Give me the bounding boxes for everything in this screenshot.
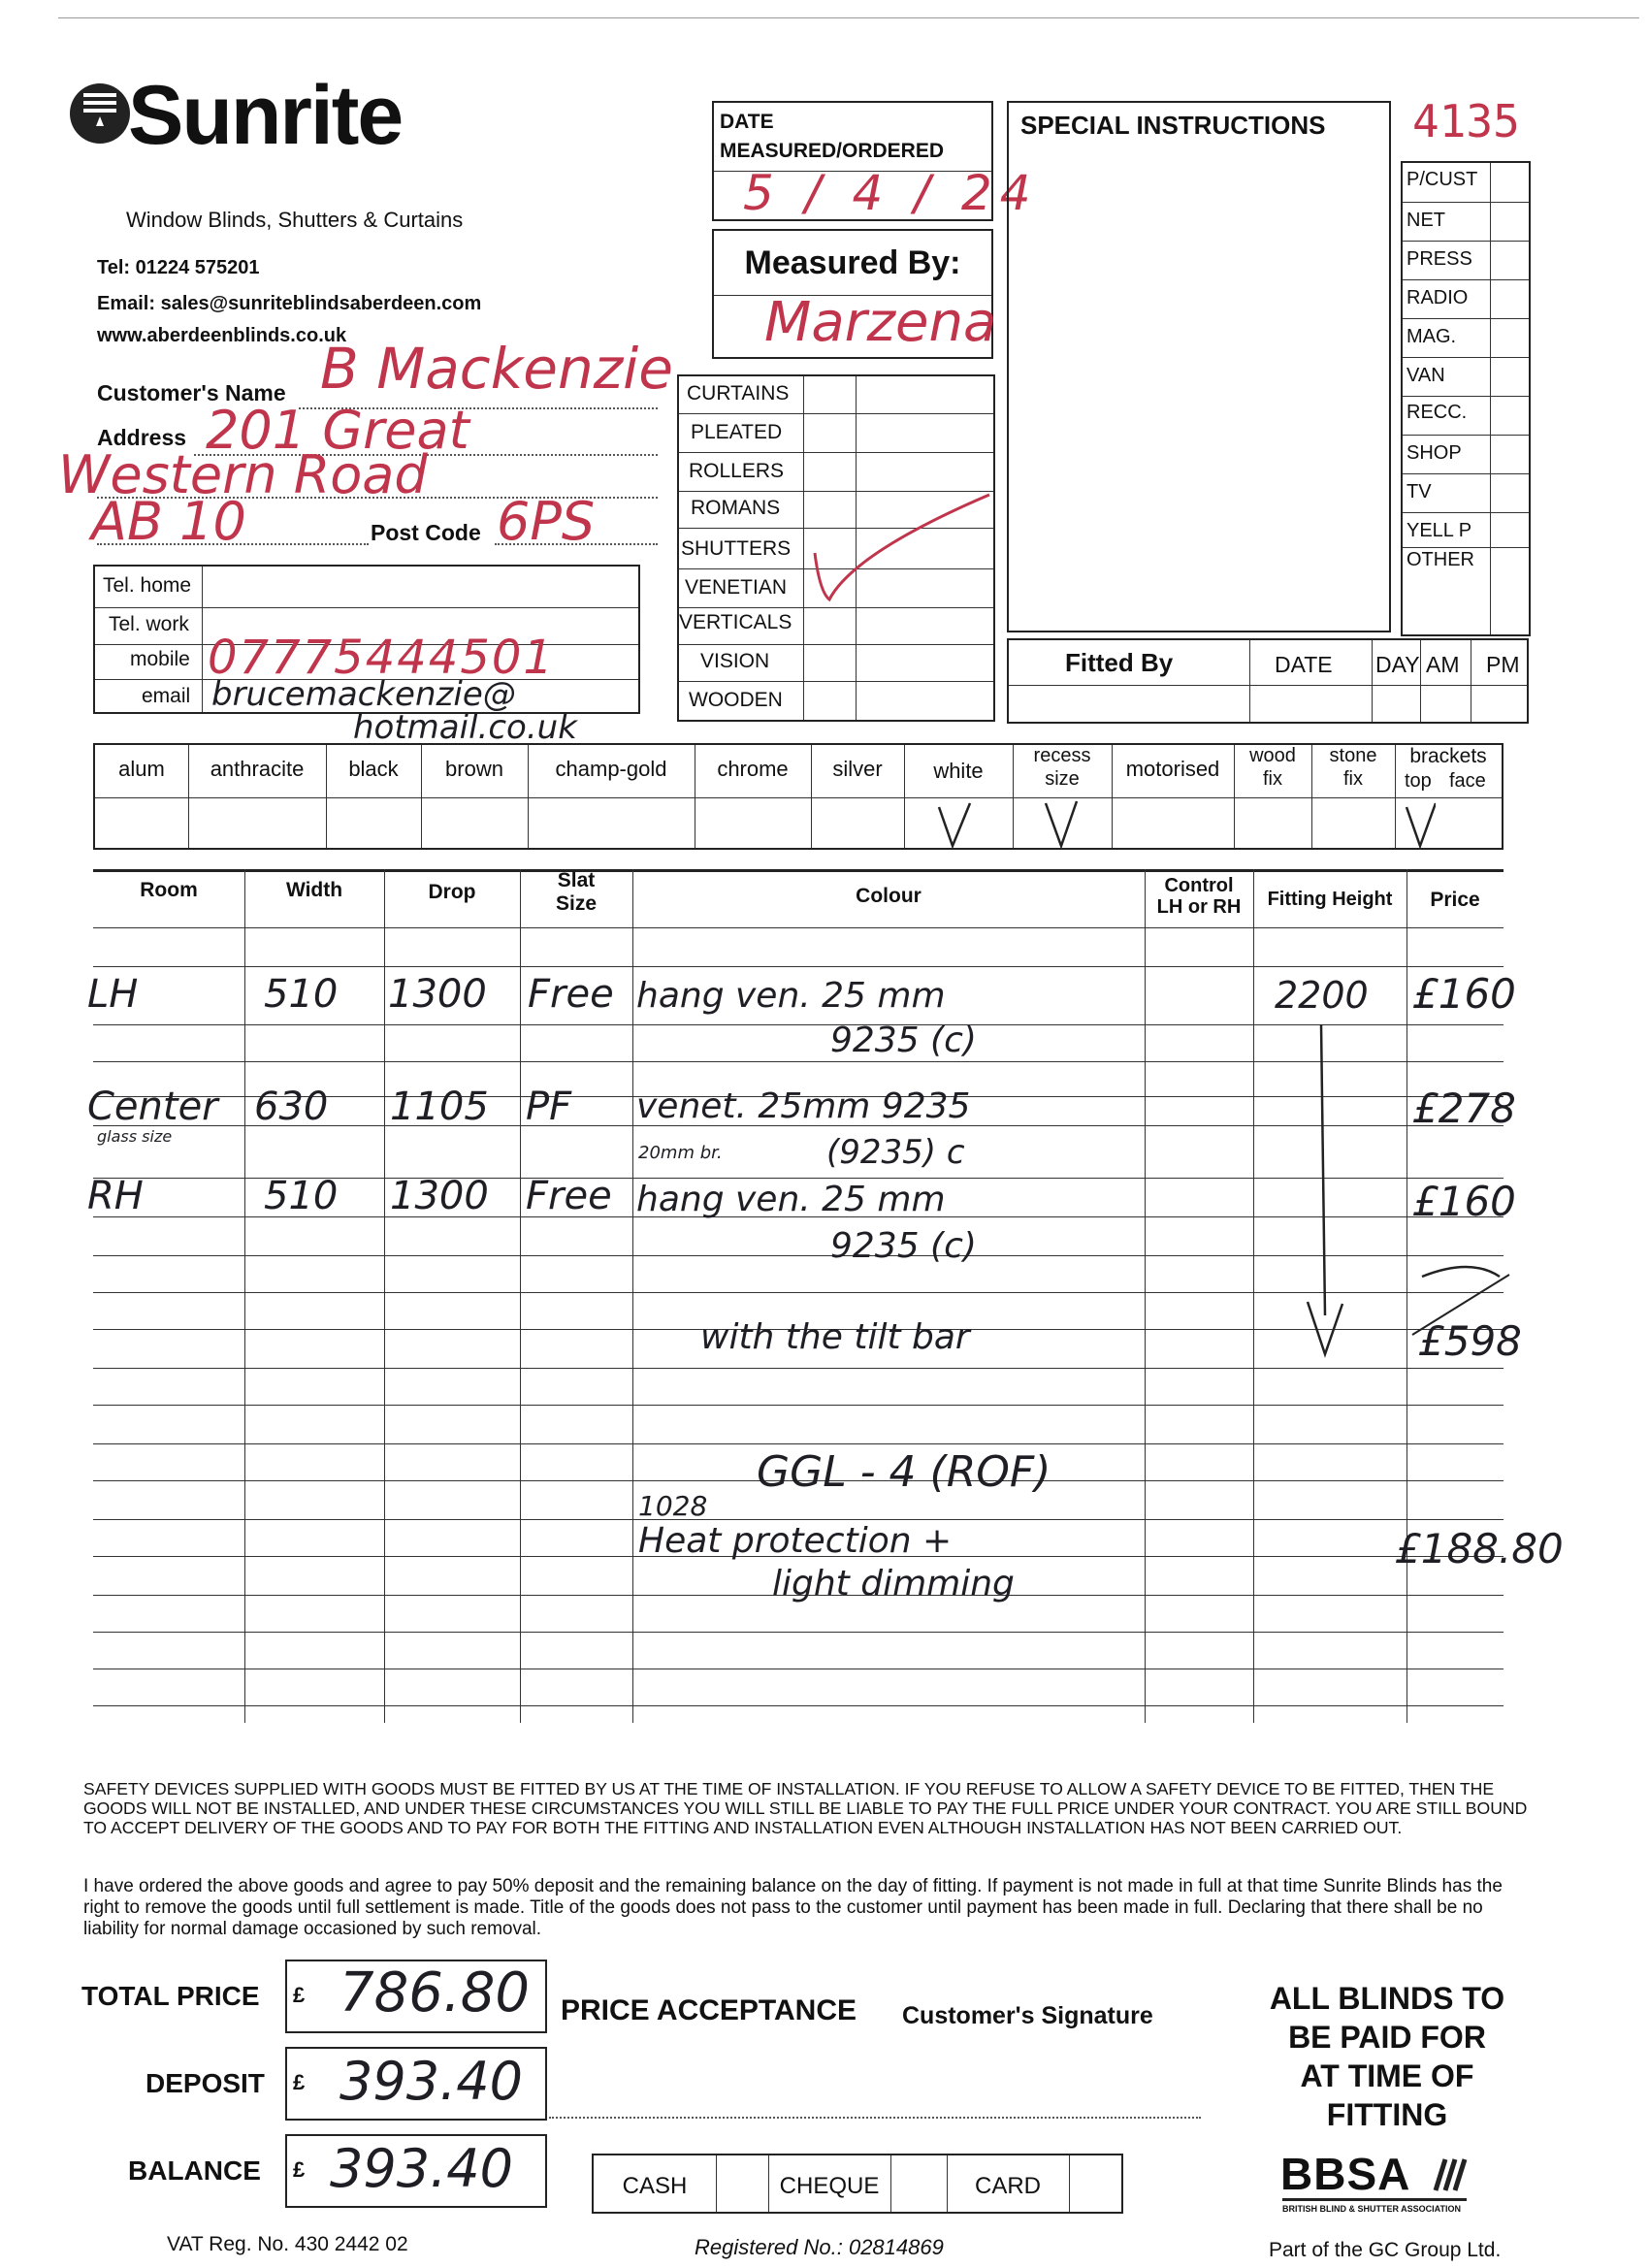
option-motorised: motorised (1125, 757, 1220, 781)
notice-line: ALL BLINDS TO (1269, 1981, 1505, 2016)
source-item: RECC. (1406, 402, 1468, 423)
company-website: www.aberdeenblinds.co.uk (97, 325, 347, 346)
option-anthracite: anthracite (210, 757, 305, 781)
option-wood: wood (1249, 745, 1296, 766)
postcode-label: Post Code (371, 520, 481, 545)
special-instructions-label: SPECIAL INSTRUCTIONS (1020, 111, 1326, 140)
fitted-day-label: DAY (1375, 652, 1420, 677)
product-item: VISION (700, 650, 770, 672)
date-box (712, 101, 1039, 221)
col-price: Price (1430, 889, 1480, 911)
row2-colour-note: 20mm br. (638, 1143, 723, 1163)
option-recess-size: size (1045, 768, 1080, 790)
company-name: Sunrite (128, 69, 403, 162)
payment-notice (1242, 1979, 1533, 2134)
tilt-bar-note: with the tilt bar (700, 1317, 970, 1357)
company-tel: Tel: 01224 575201 (97, 257, 260, 278)
address-line-3: AB 10 (91, 491, 246, 552)
company-email: Email: sales@sunriteblindsaberdeen.com (97, 293, 482, 314)
address-line-2: Western Road (58, 444, 428, 505)
email-value-2: hotmail.co.uk (353, 708, 577, 747)
special-instructions-box (1007, 101, 1391, 632)
col-control-lhrh: LH or RH (1156, 896, 1242, 918)
deposit-currency: £ (293, 2070, 306, 2094)
deposit-box (285, 2047, 547, 2121)
measured-by-value: Marzena (764, 291, 997, 354)
option-brackets: brackets (1409, 745, 1487, 767)
source-item: P/CUST (1406, 169, 1478, 190)
balance-currency: £ (293, 2157, 306, 2182)
source-item: NET (1406, 210, 1445, 231)
customer-name-value: B Mackenzie (320, 336, 673, 402)
customer-name-label: Customer's Name (97, 380, 286, 405)
email-label: email (142, 685, 191, 707)
col-drop: Drop (428, 881, 476, 903)
row2-room-note: glass size (97, 1127, 173, 1146)
option-brackets-face: face (1449, 770, 1486, 792)
deposit-value: 393.40 (340, 2051, 523, 2112)
option-white: white (933, 759, 984, 783)
balance-label: BALANCE (128, 2155, 261, 2186)
row2-colour-code: (9235) c (826, 1133, 965, 1172)
safety-terms: SAFETY DEVICES SUPPLIED WITH GOODS MUST BE FITTED BY US AT THE TIME OF INSTALLATION. IF YOU REFUSE TO ALLOW A SAFETY DEVICE TO BE FITTED, THEN THE GOODS WILL NOT BE INSTALLED, AND UNDER THESE CIRCUMSTANCES YOU WILL STILL BE LIABLE TO PAY THE FULL PRICE UNDER YOUR CONTRACT. YOU ARE STILL BOUND TO ACCEPT DELIVERY OF THE GOODS AND TO PAY FOR BOTH THE FITTING AND INSTALLATION EVEN ALTHOUGH INSTALLATION HAS NOT BEEN CARRIED OUT. (83, 1779, 1528, 1837)
col-fitting-height: Fitting Height (1267, 889, 1393, 910)
extra-product-desc-1: Heat protection + (638, 1521, 953, 1561)
notice-line: BE PAID FOR (1288, 2020, 1486, 2055)
registered-number: Registered No.: 02814869 (695, 2235, 944, 2259)
measured-by-label: Measured By: (744, 244, 961, 281)
row1-width: 510 (264, 972, 339, 1017)
order-number: 4135 (1412, 95, 1520, 147)
fitted-by-box (1007, 638, 1529, 724)
total-price-box (285, 1960, 547, 2033)
option-brown: brown (445, 757, 503, 781)
row3-room: RH (87, 1174, 144, 1218)
date-label-2: MEASURED/ORDERED (720, 140, 945, 162)
extra-product-desc-2: light dimming (772, 1564, 1015, 1604)
source-item: OTHER (1406, 549, 1474, 570)
balance-box (285, 2134, 547, 2208)
sunrite-logo-icon (68, 81, 132, 146)
option-black: black (348, 757, 399, 781)
row2-colour: venet. 25mm 9235 (636, 1086, 971, 1126)
col-slat-size: Size (555, 892, 598, 915)
notice-line: AT TIME OF (1300, 2058, 1474, 2093)
fitted-by-label: Fitted By (1065, 648, 1174, 677)
date-label: DATE (720, 111, 774, 133)
option-brackets-top: top (1405, 770, 1432, 792)
source-item: YELL P (1406, 520, 1472, 541)
product-item: VERTICALS (679, 611, 792, 633)
col-colour: Colour (856, 885, 922, 907)
address-label: Address (97, 425, 187, 450)
source-item: VAN (1406, 365, 1445, 386)
source-item: TV (1406, 481, 1432, 502)
fitted-date-label: DATE (1275, 652, 1333, 677)
product-item: VENETIAN (685, 576, 788, 599)
measured-by-box (712, 229, 997, 359)
tel-home-label: Tel. home (103, 574, 192, 597)
product-item: CURTAINS (687, 382, 790, 405)
col-slat: Slat (557, 869, 596, 891)
gc-group: Part of the GC Group Ltd. (1269, 2239, 1502, 2261)
payment-cheque: CHEQUE (779, 2173, 880, 2199)
col-room: Room (140, 879, 198, 901)
subtotal-price: £598 (1418, 1317, 1522, 1365)
row1-slat: Free (528, 972, 614, 1017)
row3-colour-code: 9235 (c) (830, 1226, 977, 1266)
row1-room: LH (87, 972, 139, 1017)
fitted-am-label: AM (1426, 652, 1460, 677)
customer-signature-label: Customer's Signature (902, 2002, 1153, 2029)
total-currency: £ (293, 1983, 306, 2007)
payment-method-box (592, 2154, 1123, 2214)
bbsa-subtitle: BRITISH BLIND & SHUTTER ASSOCIATION (1282, 2204, 1461, 2214)
row2-drop: 1105 (390, 1085, 489, 1129)
option-alum: alum (118, 757, 165, 781)
row1-price: £160 (1412, 970, 1516, 1018)
venetian-check-mark (795, 485, 999, 611)
col-control: Control (1164, 875, 1234, 896)
source-item: SHOP (1406, 442, 1462, 464)
phone-box (93, 565, 640, 714)
row3-width: 510 (264, 1174, 339, 1218)
row1-drop: 1300 (388, 972, 487, 1017)
option-stone-fix: fix (1343, 768, 1363, 790)
product-item: PLEATED (691, 421, 783, 443)
row2-slat: PF (526, 1085, 572, 1129)
row1-colour-code: 9235 (c) (830, 1021, 977, 1060)
product-item: ROLLERS (689, 460, 785, 482)
deposit-label: DEPOSIT (146, 2068, 265, 2098)
total-price-label: TOTAL PRICE (81, 1981, 260, 2011)
source-item: RADIO (1406, 287, 1469, 308)
items-table (87, 869, 1564, 1723)
postcode-value: 6PS (497, 491, 596, 552)
row3-colour: hang ven. 25 mm (636, 1180, 946, 1219)
row2-room: Center (87, 1085, 218, 1129)
col-width: Width (285, 879, 343, 901)
option-stone: stone (1329, 745, 1377, 766)
payment-cash: CASH (622, 2173, 688, 2199)
option-champ-gold: champ-gold (555, 757, 667, 781)
address-line-1: 201 Great (206, 400, 469, 461)
row3-slat: Free (526, 1174, 612, 1218)
tel-work-label: Tel. work (109, 613, 189, 635)
payment-card: CARD (974, 2173, 1041, 2199)
scan-edge (58, 17, 1639, 18)
option-tick-marks (931, 795, 1436, 854)
source-list (1401, 161, 1531, 636)
row2-price: £278 (1412, 1085, 1516, 1132)
payment-terms: I have ordered the above goods and agree to pay 50% deposit and the remaining balance on the day of fitting. If payment is not made in full at that time Sunrite Blinds has the right to remove the goods until full settlement is made. Title of the goods does not pass to the customer until payment has been made in full. Declaring that there shall be no liability for normal damage occasioned by such removal. (83, 1876, 1503, 1939)
row2-width: 630 (254, 1085, 329, 1129)
vat-reg: VAT Reg. No. 430 2442 02 (167, 2233, 408, 2255)
source-item: MAG. (1406, 326, 1457, 347)
bbsa-logo: BBSA (1280, 2149, 1411, 2199)
fitting-height-arrow (1306, 1015, 1519, 1364)
option-wood-fix: fix (1263, 768, 1282, 790)
date-value: 5 / 4 / 24 (743, 165, 1039, 221)
mobile-value: 07775444501 (208, 631, 555, 685)
product-item: ROMANS (691, 497, 781, 519)
extra-product-code: GGL - 4 (ROF) (757, 1447, 1051, 1497)
row3-price: £160 (1412, 1178, 1516, 1225)
option-silver: silver (832, 757, 883, 781)
option-chrome: chrome (717, 757, 789, 781)
row1-colour: hang ven. 25 mm (636, 976, 946, 1016)
source-item: PRESS (1406, 248, 1472, 270)
mobile-label: mobile (130, 648, 190, 670)
product-item: WOODEN (689, 689, 783, 711)
email-value-1: brucemackenzie@ (211, 675, 516, 714)
total-price-value: 786.80 (340, 1961, 530, 2025)
option-recess: recess (1033, 745, 1091, 766)
fitted-pm-label: PM (1486, 652, 1520, 677)
product-item: SHUTTERS (681, 537, 792, 560)
bbsa-stripes-icon (1430, 2155, 1469, 2194)
row3-drop: 1300 (390, 1174, 489, 1218)
bbsa-rule (1282, 2198, 1467, 2201)
notice-line: FITTING (1326, 2097, 1448, 2132)
row1-fitting-height: 2200 (1275, 974, 1369, 1017)
extra-product-number: 1028 (638, 1490, 708, 1522)
extra-product-price: £188.80 (1395, 1525, 1564, 1572)
price-acceptance-title: PRICE ACCEPTANCE (561, 1994, 857, 2026)
company-tagline: Window Blinds, Shutters & Curtains (126, 208, 464, 232)
balance-value: 393.40 (330, 2138, 513, 2199)
